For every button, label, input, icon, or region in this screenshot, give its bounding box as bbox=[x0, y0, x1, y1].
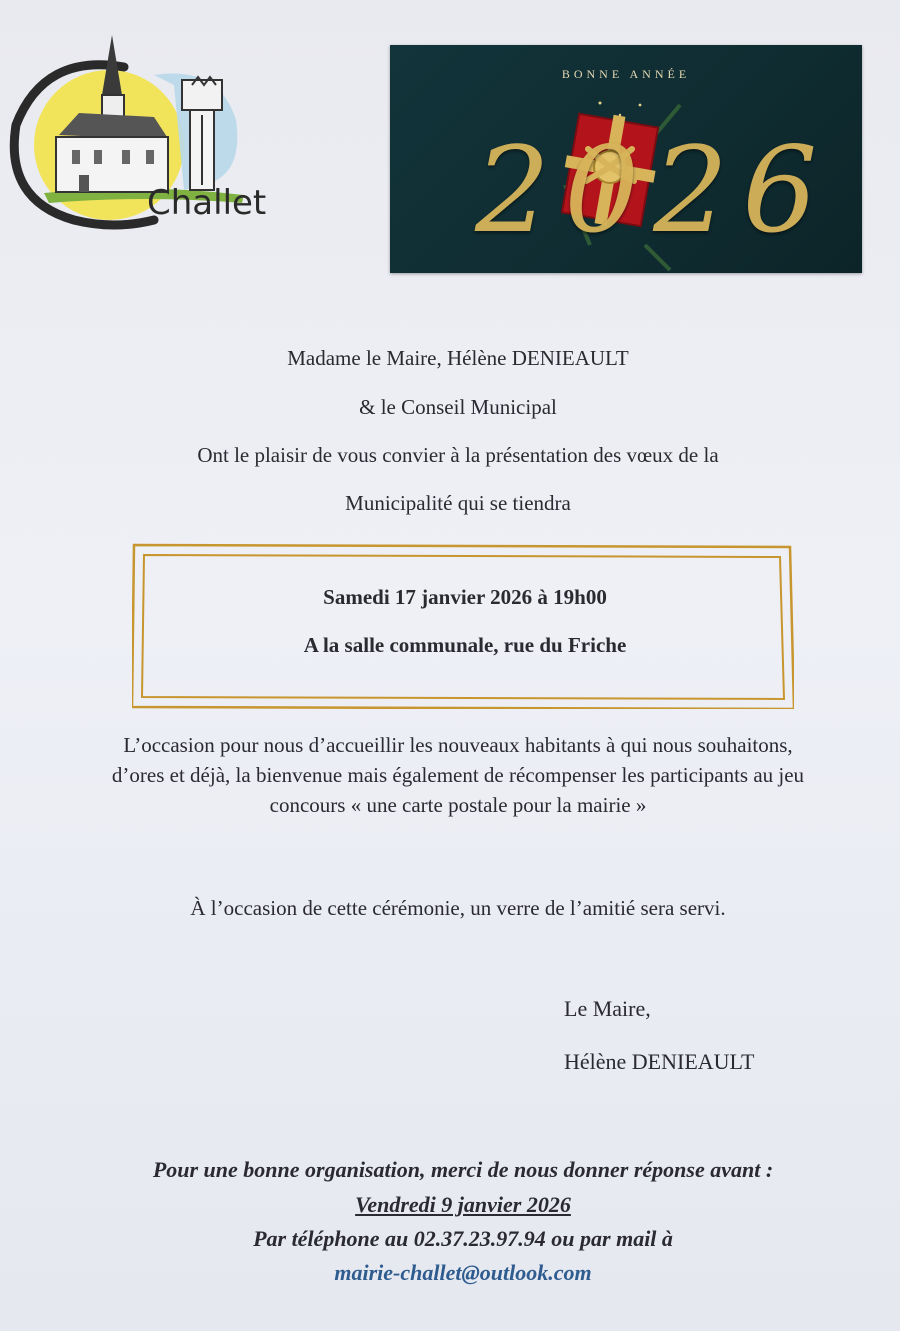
intro-line-3: Ont le plaisir de vous convier à la présentation des vœux de la bbox=[197, 443, 719, 467]
signature-name: Hélène DENIEAULT bbox=[564, 1049, 755, 1074]
intro-line-1: Madame le Maire, Hélène DENIEAULT bbox=[287, 346, 629, 370]
event-frame bbox=[132, 543, 794, 709]
email-link[interactable]: mairie-challet@outlook.com bbox=[334, 1260, 592, 1285]
banner-year: 2026 bbox=[475, 121, 832, 259]
intro-line-2: & le Conseil Municipal bbox=[359, 395, 557, 419]
ceremony-text: À l’occasion de cette cérémonie, un verre de l’amitié sera servi. bbox=[190, 896, 726, 920]
logo-text: Challet bbox=[147, 183, 267, 223]
signature-title: Le Maire, bbox=[564, 996, 651, 1021]
new-year-banner bbox=[390, 45, 862, 273]
challet-logo bbox=[4, 25, 284, 230]
paragraph-line-1: L’occasion pour nous d’accueillir les nouveaux habitants à qui nous souhaitons, bbox=[123, 733, 793, 757]
intro-line-4: Municipalité qui se tiendra bbox=[345, 491, 571, 515]
event-date: Samedi 17 janvier 2026 à 19h00 bbox=[323, 585, 607, 609]
paragraph-line-2: d’ores et déjà, la bienvenue mais également de récompenser les participants au jeu bbox=[111, 763, 805, 787]
footer-line-1: Pour une bonne organisation, merci de nous donner réponse avant : bbox=[152, 1157, 774, 1182]
phone-line: Par téléphone au 02.37.23.97.94 ou par mail à bbox=[253, 1226, 673, 1251]
gold-frame bbox=[132, 543, 794, 709]
reply-deadline: Vendredi 9 janvier 2026 bbox=[355, 1192, 571, 1217]
banner-title: BONNE ANNÉE bbox=[561, 67, 691, 81]
event-place: A la salle communale, rue du Friche bbox=[303, 633, 627, 657]
paragraph-line-3: concours « une carte postale pour la mairie » bbox=[269, 793, 647, 817]
